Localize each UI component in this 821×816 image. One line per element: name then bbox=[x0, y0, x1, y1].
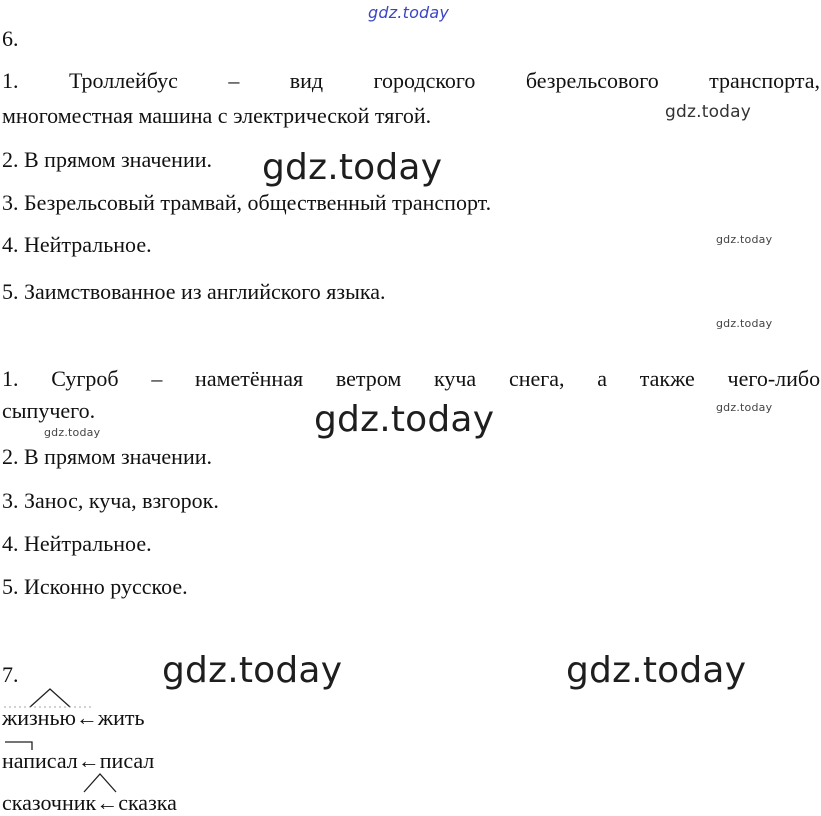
arrow-icon: ← bbox=[96, 790, 119, 815]
task6-b1-item5: 5. Заимствованное из английского языка. bbox=[2, 279, 386, 304]
watermark-9: gdz.today bbox=[566, 650, 747, 691]
task6-b2-line1 bbox=[2, 366, 820, 392]
word: 1. Троллейбус bbox=[2, 68, 178, 93]
word: – bbox=[151, 366, 163, 391]
watermark-top: gdz.today bbox=[368, 3, 450, 22]
task6-b1-line1b: многоместная машина с электрической тягой. bbox=[2, 103, 432, 128]
word: куча bbox=[433, 366, 477, 391]
watermark-5: gdz.today bbox=[716, 401, 773, 414]
morph-row-3 bbox=[2, 790, 177, 816]
task6-b2-item5: 5. Исконно русское. bbox=[2, 574, 188, 599]
watermark-4: gdz.today bbox=[716, 317, 773, 330]
root-arc-mark bbox=[2, 685, 122, 715]
task6-b2-item2: 2. В прямом значении. bbox=[2, 444, 212, 469]
word: 1. bbox=[2, 366, 19, 391]
task6-b1-item4: 4. Нейтральное. bbox=[2, 232, 152, 257]
arrow-icon: ← bbox=[77, 748, 100, 773]
task6-b1-item3: 3. Безрельсовый трамвай, общественный транспорт. bbox=[2, 190, 492, 215]
watermark-6: gdz.today bbox=[44, 426, 101, 439]
word: а bbox=[597, 366, 608, 391]
task6-b1-item2: 2. В прямом значении. bbox=[2, 147, 212, 172]
word: чего-либо bbox=[727, 366, 821, 391]
watermark-8: gdz.today bbox=[162, 650, 343, 691]
word: городского bbox=[373, 68, 476, 93]
task6-b2-item4: 4. Нейтральное. bbox=[2, 531, 152, 556]
base-word: сказка bbox=[118, 790, 177, 815]
task6-b2-line1b: сыпучего. bbox=[2, 398, 96, 423]
derived-word: сказочник bbox=[2, 790, 97, 815]
task6-b2-item3: 3. Занос, куча, взгорок. bbox=[2, 488, 219, 513]
morph-row-1 bbox=[2, 705, 145, 731]
watermark-7: gdz.today bbox=[314, 399, 495, 440]
watermark-3: gdz.today bbox=[716, 233, 773, 246]
task6-number: 6. bbox=[2, 26, 19, 51]
base-word: писал bbox=[99, 748, 155, 773]
suffix-arc-mark bbox=[2, 770, 142, 800]
word: ветром bbox=[335, 366, 402, 391]
word: безрельсового bbox=[525, 68, 659, 93]
prefix-mark bbox=[2, 738, 122, 768]
word: наметённая bbox=[195, 366, 304, 391]
word: Сугроб bbox=[51, 366, 119, 391]
word: также bbox=[639, 366, 695, 391]
task6-b1-line1 bbox=[2, 68, 820, 94]
watermark-2: gdz.today bbox=[262, 147, 443, 188]
watermark-1: gdz.today bbox=[665, 102, 752, 122]
word: транспорта, bbox=[709, 68, 820, 93]
word: снега, bbox=[508, 366, 565, 391]
word: вид bbox=[289, 68, 324, 93]
base-word: жить bbox=[97, 705, 145, 730]
derived-word: написал bbox=[2, 748, 78, 773]
arrow-icon: ← bbox=[75, 705, 98, 730]
derived-word: жизнью bbox=[2, 705, 76, 730]
word: – bbox=[228, 68, 240, 93]
task7-number: 7. bbox=[2, 662, 19, 687]
